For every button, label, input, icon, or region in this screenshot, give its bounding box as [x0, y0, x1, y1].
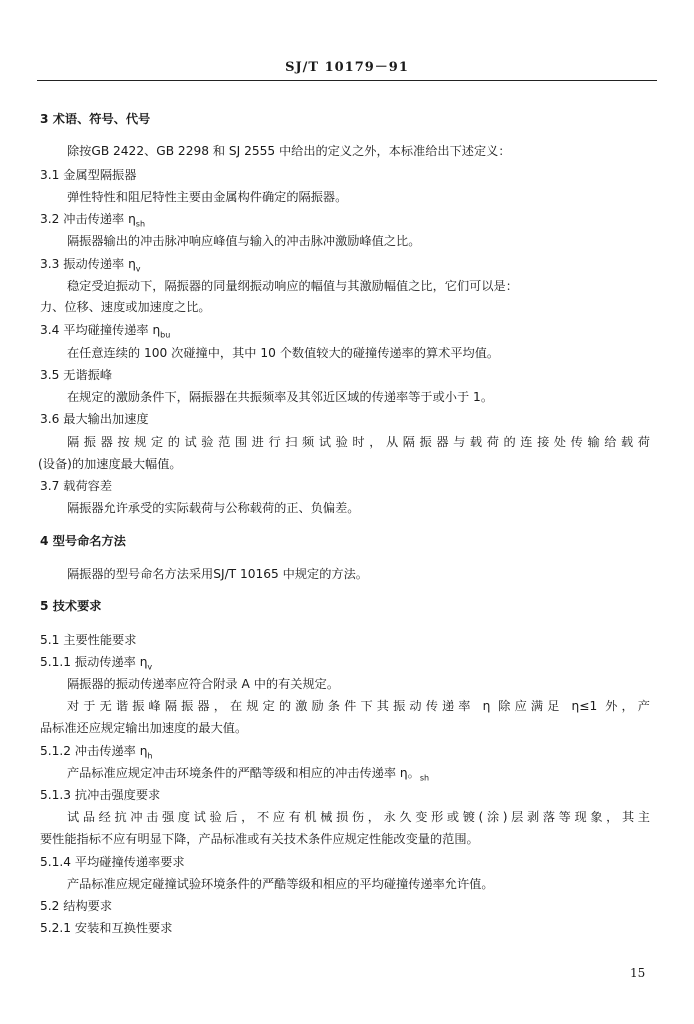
paragraph-line: 试品经抗冲击强度试验后，不应有机械损伤，永久变形或镀(涂)层剥落等现象，其主: [67, 810, 650, 824]
section-3-heading: 3 术语、符号、代号: [40, 112, 151, 126]
page-number: 15: [630, 966, 646, 980]
subscript: h: [147, 751, 153, 761]
paragraph-line: 隔振器输出的冲击脉冲响应峰值与输入的冲击脉冲激励峰值之比。: [67, 234, 421, 248]
paragraph-line: 产品标准应规定冲击环境条件的严酷等级和相应的冲击传递率 η。$_{sh}$: [67, 766, 430, 783]
subscript: sh: [135, 219, 146, 229]
clause-5-2-heading: 5.2 结构要求: [40, 899, 113, 913]
clause-5-1-3-heading: 5.1.3 抗冲击强度要求: [40, 788, 161, 802]
paragraph-line: 隔振器的振动传递率应符合附录 A 中的有关规定。: [67, 677, 340, 691]
page-header: SJ/T 10179－91: [285, 60, 409, 75]
clause-3-2-heading: 3.2 冲击传递率 $\eta_{sh}$: [40, 212, 146, 229]
paragraph-line: 稳定受迫振动下，隔振器的同量纲振动响应的幅值与其激励幅值之比，它们可以是：: [67, 279, 518, 293]
paragraph-line: 在任意连续的 100 次碰撞中，其中 10 个数值较大的碰撞传递率的算术平均值。: [67, 346, 500, 360]
paragraph-line: 对于无谐振峰隔振器，在规定的激励条件下其振动传递率 η 除应满足 η≤1 外，产: [67, 699, 650, 713]
paragraph-line: 要性能指标不应有明显下降，产品标准或有关技术条件应规定性能改变量的范围。: [40, 832, 479, 846]
subscript: v: [135, 264, 141, 274]
paragraph-line: (设备)的加速度最大幅值。: [38, 457, 182, 471]
subscript: sh: [419, 773, 430, 783]
section-4-heading: 4 型号命名方法: [40, 534, 126, 548]
clause-5-1-2-heading: 5.1.2 冲击传递率 $\eta_h$: [40, 744, 153, 761]
clause-5-1-1-heading: 5.1.1 振动传递率 $\eta_v$: [40, 655, 153, 672]
clause-3-4-heading: 3.4 平均碰撞传递率 $\eta_{bu}$: [40, 323, 171, 340]
clause-3-7-heading: 3.7 载荷容差: [40, 479, 113, 493]
paragraph-line: 力、位移、速度或加速度之比。: [40, 300, 211, 314]
clause-3-3-heading: 3.3 振动传递率 $\eta_v$: [40, 257, 141, 274]
clause-3-6-heading: 3.6 最大输出加速度: [40, 412, 149, 426]
subscript: v: [147, 662, 153, 672]
paragraph-line: 隔振器允许承受的实际载荷与公称载荷的正、负偏差。: [67, 501, 360, 515]
paragraph-line: 在规定的激励条件下，隔振器在共振频率及其邻近区域的传递率等于或小于 1。: [67, 390, 494, 404]
header-rule: [37, 80, 657, 81]
paragraph-line: 隔振器按规定的试验范围进行扫频试验时，从隔振器与载荷的连接处传输给载荷: [67, 435, 650, 449]
paragraph-line: 弹性特性和阻尼特性主要由金属构件确定的隔振器。: [67, 190, 348, 204]
clause-5-1-4-heading: 5.1.4 平均碰撞传递率要求: [40, 855, 185, 869]
clause-3-5-heading: 3.5 无谐振峰: [40, 368, 113, 382]
clause-5-2-1-heading: 5.2.1 安装和互换性要求: [40, 921, 173, 935]
clause-3-1-heading: 3.1 金属型隔振器: [40, 168, 137, 182]
section-5-heading: 5 技术要求: [40, 599, 102, 613]
paragraph-line: 隔振器的型号命名方法采用SJ/T 10165 中规定的方法。: [67, 567, 368, 581]
subscript: bu: [160, 330, 171, 340]
paragraph-line: 产品标准应规定碰撞试验环境条件的严酷等级和相应的平均碰撞传递率允许值。: [67, 877, 494, 891]
paragraph-line: 除按GB 2422、GB 2298 和 SJ 2555 中给出的定义之外，本标准给出下述定义：: [67, 144, 511, 158]
paragraph-line: 品标准还应规定输出加速度的最大值。: [40, 721, 248, 735]
clause-5-1-heading: 5.1 主要性能要求: [40, 633, 137, 647]
